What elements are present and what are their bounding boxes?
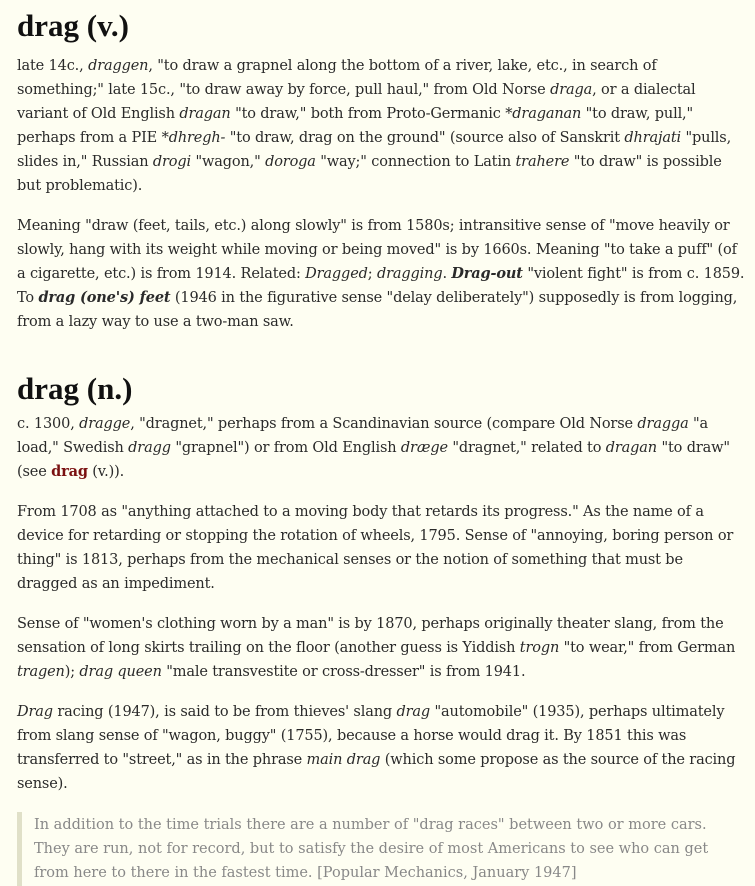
entry-paragraph: late 14c., draggen, "to draw a grapnel along the bottom of a river, lake, etc., in search of something;" late 15c., "to draw away by force, pull haul," from Old Norse draga, or a dialectal variant of Old English dragan "to draw," both from Proto-Germanic *draganan "to draw, pull," perhaps from a PIE *dhregh- "to draw, drag on the ground" (source also of Sanskrit dhrajati "pulls, slides in," Russian drogi "wagon," doroga "way;" connection to Latin trahere "to draw" is possible but problematic). xyxy=(17,58,732,194)
entry-paragraph: Sense of "women's clothing worn by a man" is by 1870, perhaps originally theater slang, from the sensation of long skirts trailing on the floor (another guess is Yiddish trogn "to wear," from German tragen); drag queen "male transvestite or cross-dresser" is from 1941. xyxy=(17,616,736,680)
entry-paragraph: c. 1300, dragge, "dragnet," perhaps from a Scandinavian source (compare Old Norse dragga "a load," Swedish dragg "grapnel") or from Old English dræge "dragnet," related to dragan "to draw" (see drag (v.)). xyxy=(17,416,730,480)
citation-quote: In addition to the time trials there are a number of "drag races" between two or more cars. They are run, not for record, but to satisfy the desire of most Americans to see who can get from here to there in the fastest time. [Popular Mechanics, January 1947] xyxy=(17,812,745,886)
entry-verb xyxy=(17,0,745,334)
entry-paragraph: Meaning "draw (feet, tails, etc.) along slowly" is from 1580s; intransitive sense of "move heavily or slowly, hang with its weight while moving or being moved" is by 1660s. Meaning "to take a puff" (of a cigarette, etc.) is from 1914. Related: Dragged; dragging. Drag-out "violent fight" is from c. 1859. To drag (one's) feet (1946 in the figurative sense "delay deliberately") supposedly is from logging, from a lazy way to use a two-man saw. xyxy=(17,218,745,330)
entry-title: drag (n.) xyxy=(17,371,133,406)
entry-paragraph: Drag racing (1947), is said to be from thieves' slang drag "automobile" (1935), perhaps ultimately from slang sense of "wagon, buggy" (1755), because a horse would drag it. By 1851 this was transferred to "street," as in the phrase main drag (which some propose as the source of the racing sense). xyxy=(17,704,736,792)
entry-noun xyxy=(17,370,745,886)
entry-title: drag (v.) xyxy=(17,8,129,43)
crossref-link-drag-verb[interactable]: drag xyxy=(51,463,88,480)
entry-paragraph: From 1708 as "anything attached to a moving body that retards its progress." As the name of a device for retarding or stopping the rotation of wheels, 1795. Sense of "annoying, boring person or thing" is 1813, perhaps from the mechanical senses or the notion of something that must be dragged as an impediment. xyxy=(17,504,734,592)
